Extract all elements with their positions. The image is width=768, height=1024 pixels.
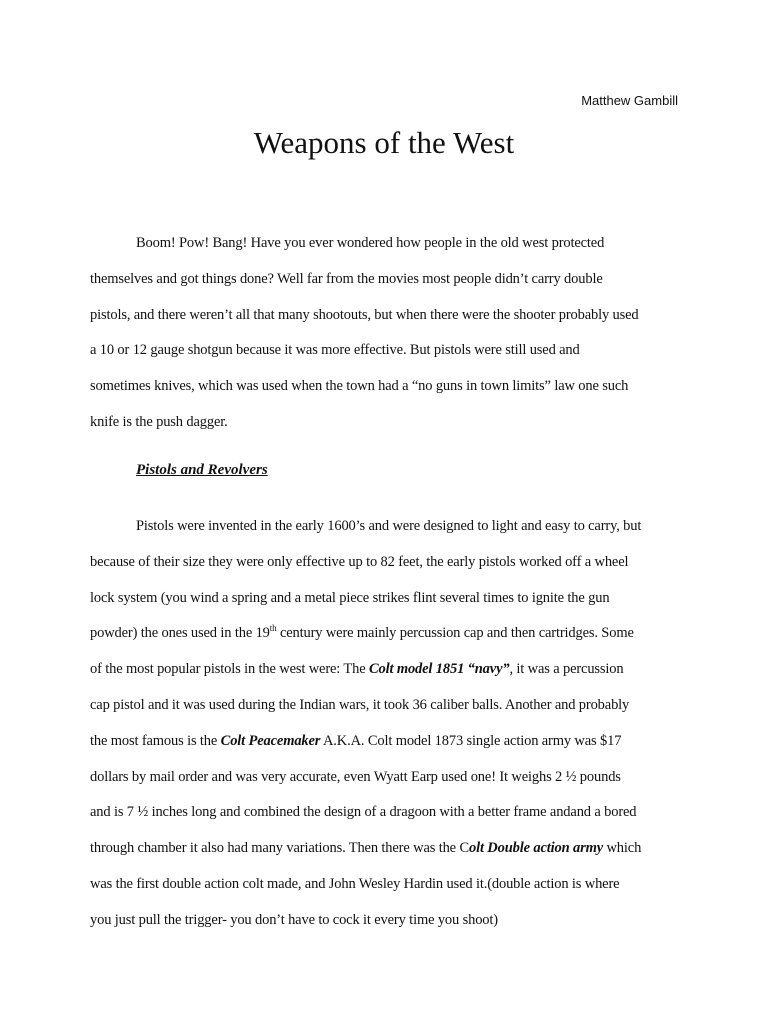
text-line: Pistols were invented in the early 1600’s and were designed to light and easy to carry, but	[136, 518, 642, 534]
text-line: sometimes knives, which was used when the town had a “no guns in town limits” law one such	[90, 378, 629, 395]
text-run: through chamber it also had many variations. Then there was the C	[90, 840, 469, 857]
emphasis-colt-model-1851: Colt model 1851 “navy”	[368, 661, 510, 678]
author-name: Matthew Gambill	[581, 93, 678, 108]
text-line	[90, 724, 690, 760]
text-run: which	[603, 840, 642, 857]
text-line	[90, 616, 690, 652]
text-run: of the most popular pistols in the west were: The	[90, 661, 369, 678]
text-run: A.K.A. Colt model 1873 single action army was $17	[320, 732, 622, 749]
text-line: lock system (you wind a spring and a metal piece strikes flint several times to ignite the gun	[90, 589, 610, 606]
text-line: pistols, and there weren’t all that many shootouts, but when there were the shooter probably used	[90, 306, 639, 323]
pistols-paragraph	[90, 509, 690, 939]
document-title: Weapons of the West	[253, 125, 515, 160]
text-line: Boom! Pow! Bang! Have you ever wondered how people in the old west protected	[136, 235, 605, 251]
text-run: century were mainly percussion cap and then cartridges. Some	[276, 625, 634, 642]
emphasis-colt-double-action-army: olt Double action army	[468, 840, 604, 857]
text-line: themselves and got things done? Well far from the movies most people didn’t carry double	[90, 270, 603, 287]
text-run: powder) the ones used in the 19	[90, 625, 270, 642]
text-line	[90, 652, 690, 688]
text-line: dollars by mail order and was very accurate, even Wyatt Earp used one! It weighs 2 ½ pounds	[90, 768, 621, 785]
text-run: the most famous is the	[90, 732, 221, 749]
text-line: you just pull the trigger- you don’t have to cock it every time you shoot)	[90, 911, 498, 928]
text-line: a 10 or 12 gauge shotgun because it was more effective. But pistols were still used and	[90, 342, 580, 359]
text-line: because of their size they were only effective up to 82 feet, the early pistols worked off a wheel	[90, 553, 629, 570]
text-line: cap pistol and it was used during the Indian wars, it took 36 caliber balls. Another and probably	[90, 696, 630, 713]
intro-paragraph	[90, 226, 690, 441]
section-heading: Pistols and Revolvers	[136, 462, 268, 478]
text-line	[90, 831, 690, 867]
text-line: and is 7 ½ inches long and combined the design of a dragoon with a better frame andand a bored	[90, 804, 637, 821]
superscript: th	[269, 623, 277, 634]
text-run: , it was a percussion	[509, 661, 624, 678]
text-line: was the first double action colt made, and John Wesley Hardin used it.(double action is where	[90, 875, 620, 892]
emphasis-colt-peacemaker: Colt Peacemaker	[220, 732, 321, 749]
text-line: knife is the push dagger.	[90, 413, 228, 430]
